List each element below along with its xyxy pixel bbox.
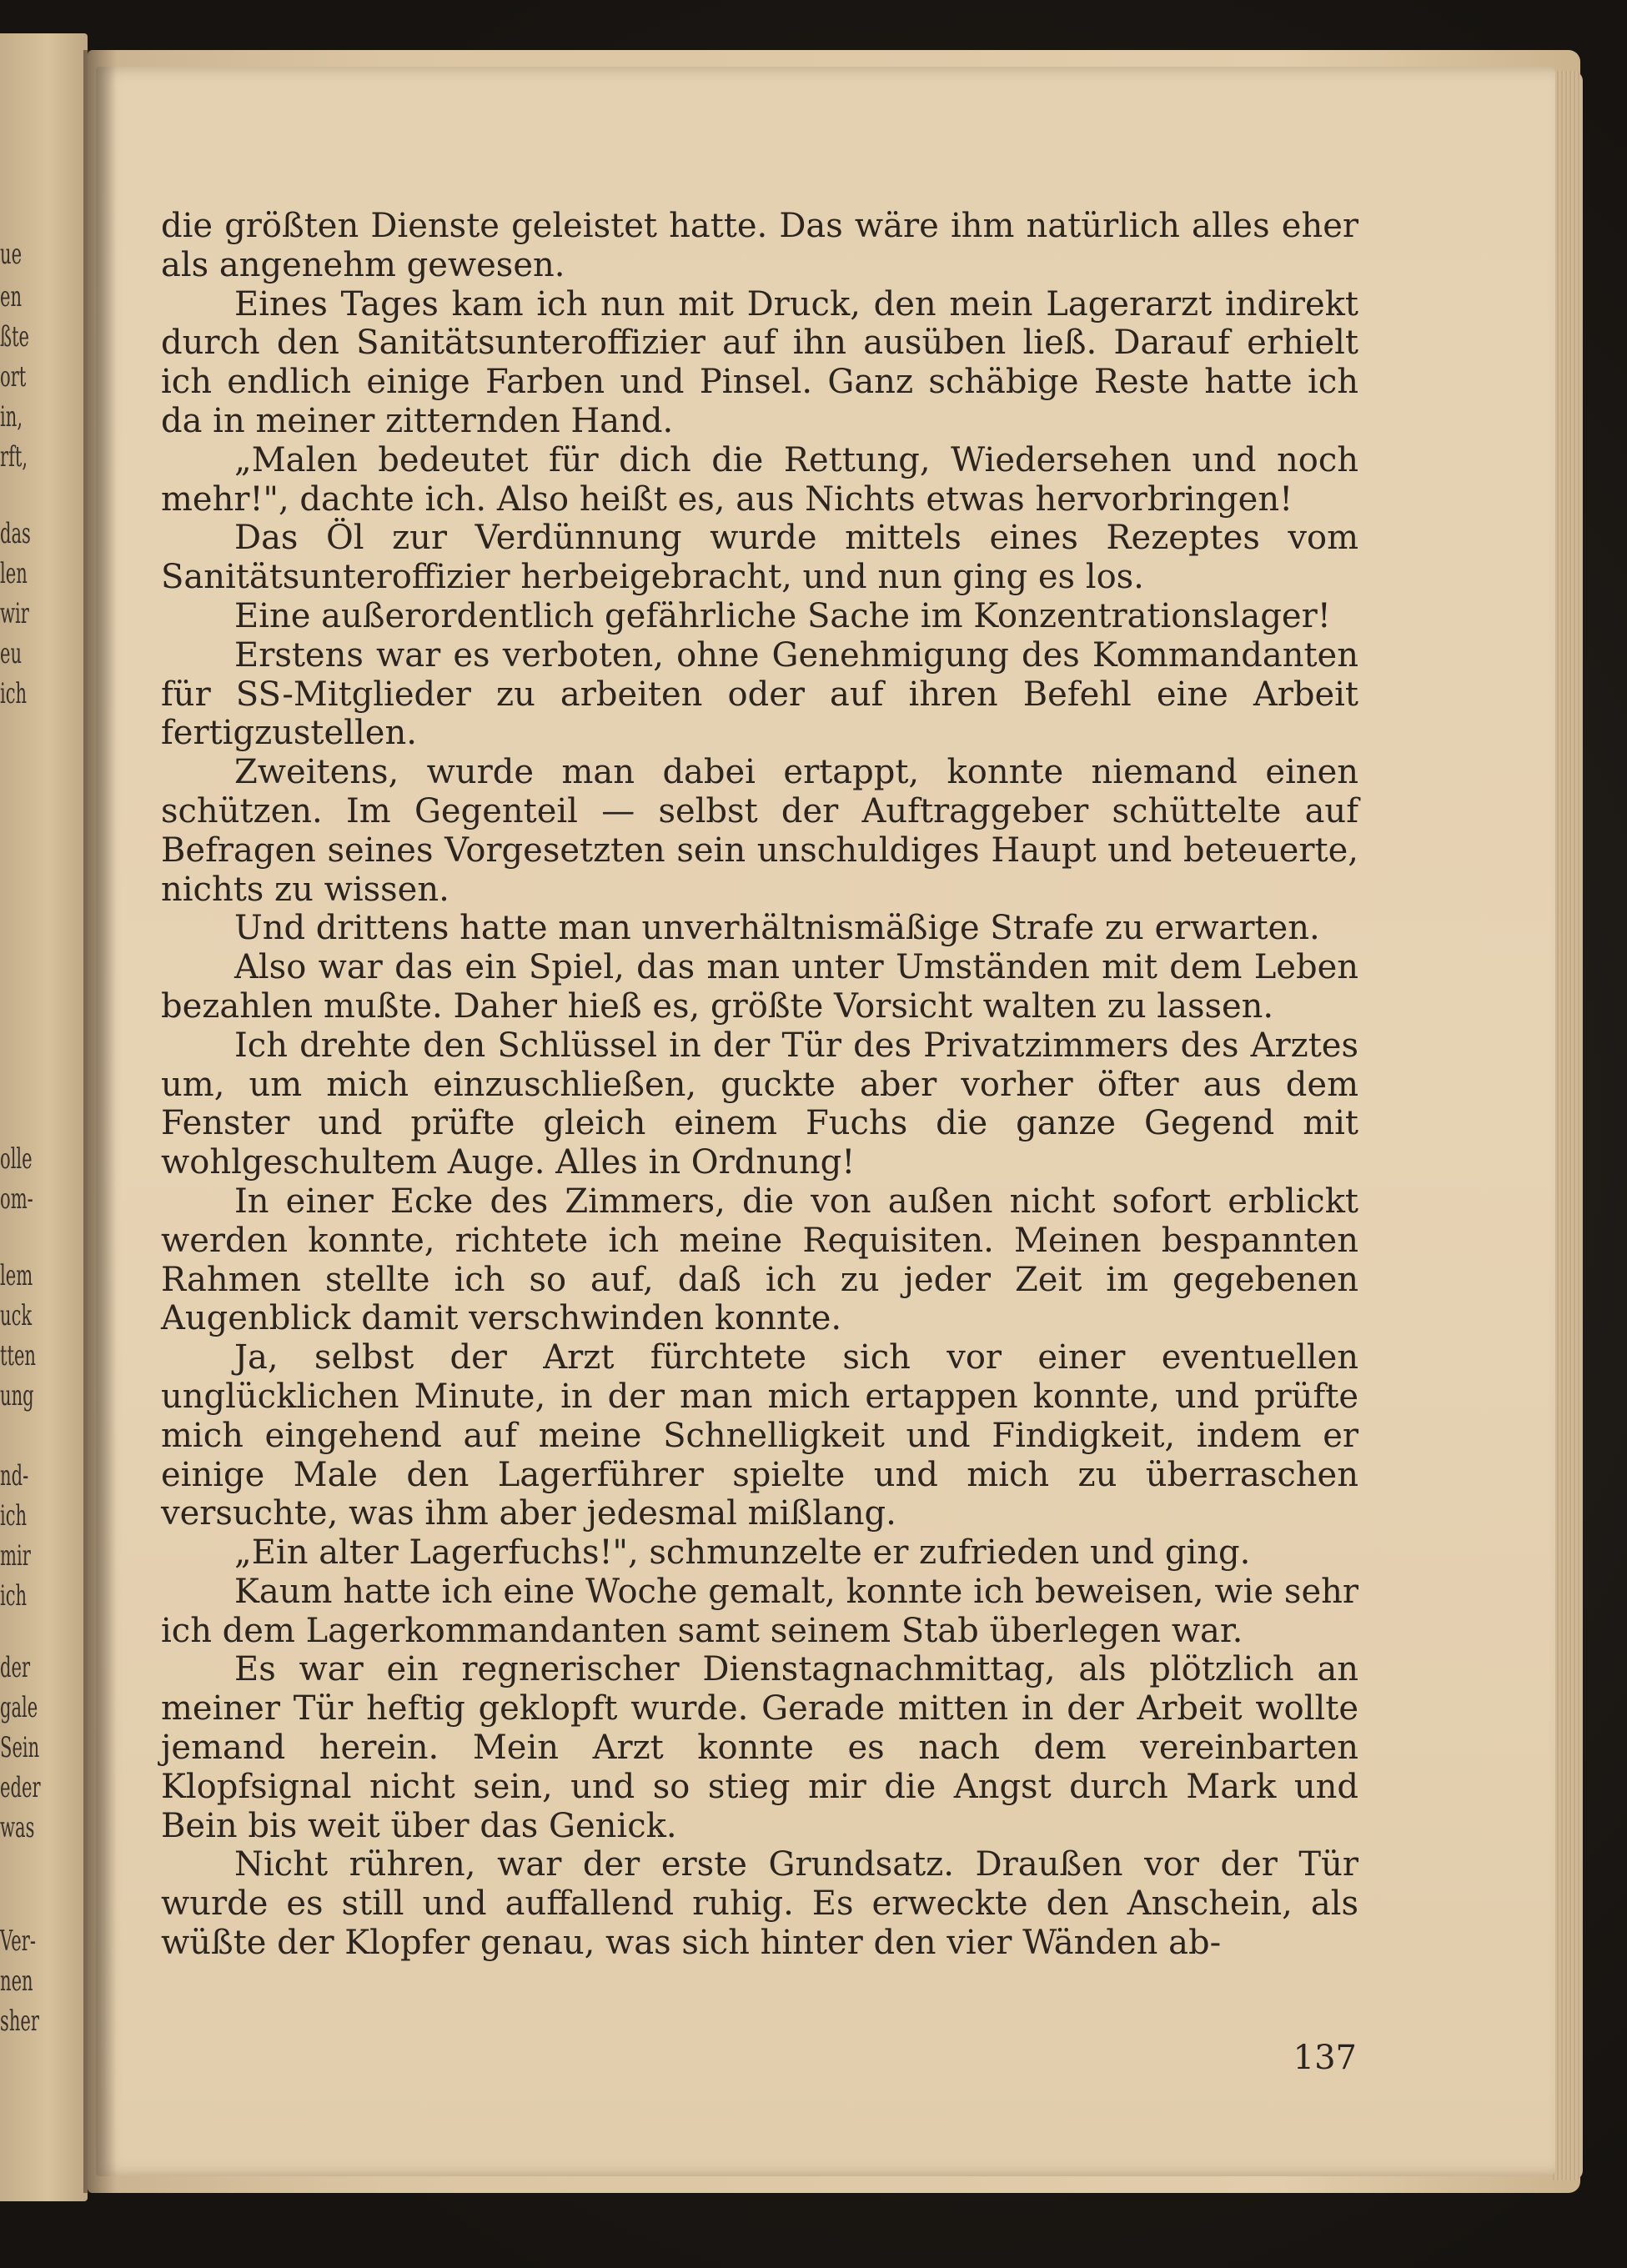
left-fragment: uck [0,1299,33,1332]
paragraph: Es war ein regnerischer Dienstagnachmittag, als plötzlich an meiner Tür heftig geklopft wurde. Gerade mitten in der Arbeit wollte jemand herein. Mein Arzt konnte es nach dem vereinbarten Klopfsignal nicht sein, und so stieg mir die Angst durch Mark und Bein bis weit über das Genick. [161,1650,1358,1845]
left-fragment: wir [0,597,29,630]
paragraph: Kaum hatte ich eine Woche gemalt, konnte ich beweisen, wie sehr ich dem Lagerkommandanten samt seinem Stab überlegen war. [161,1572,1358,1650]
left-fragment: ich [0,677,28,710]
left-fragment: eder [0,1771,41,1804]
left-page-text-fragments [0,33,83,2201]
left-fragment: eu [0,637,23,670]
paragraph: „Ein alter Lagerfuchs!", schmunzelte er zufrieden und ging. [234,1533,1251,1573]
paragraph: Nicht rühren, war der erste Grundsatz. Draußen vor der Tür wurde es still und auffallend ruhig. Es erweckte den Anschein, als wüßte der Klopfer genau, was sich hinter den vier Wänden ab- [161,1845,1358,1963]
paragraph: Erstens war es verboten, ohne Genehmigung des Kommandanten für SS-Mitglieder zu arbeiten oder auf ihren Befehl eine Arbeit fertigzustellen. [161,635,1358,753]
left-fragment: ung [0,1379,34,1412]
page-number: 137 [1293,2039,1357,2077]
paragraph: Das Öl zur Verdünnung wurde mittels eines Rezeptes vom Sanitätsunteroffizier herbeigebracht, und nun ging es los. [161,519,1358,597]
paragraph: Eine außerordentlich gefährliche Sache im Konzentrationslager! [234,596,1331,635]
left-fragment: Ver- [0,1924,36,1958]
left-facing-page [0,33,88,2201]
spine-shadow [83,50,117,2193]
paragraph: Also war das ein Spiel, das man unter Umständen mit dem Leben bezahlen mußte. Daher hieß es, größte Vorsicht walten zu lassen. [161,948,1358,1026]
left-fragment: das [0,517,31,550]
left-fragment: en [0,280,23,314]
left-fragment: nen [0,1964,33,1998]
left-fragment: ich [0,1579,28,1613]
left-fragment: ßte [0,320,30,354]
left-fragment: ich [0,1499,28,1533]
left-fragment: in, [0,400,23,434]
left-fragment: tten [0,1339,37,1372]
paragraph: „Malen bedeutet für dich die Rettung, Wiedersehen und noch mehr!", dachte ich. Also heißt es, aus Nichts etwas hervorbringen! [161,440,1358,519]
left-fragment: der [0,1651,31,1684]
left-fragment: nd- [0,1459,29,1493]
left-fragment: om- [0,1182,33,1216]
left-fragment: lem [0,1259,33,1292]
left-fragment: sher [0,2005,39,2038]
left-fragment: Sein [0,1731,40,1764]
page-edges [1551,71,1583,2180]
left-fragment: ue [0,238,23,271]
left-fragment: ort [0,360,27,394]
left-fragment: rft, [0,440,28,474]
left-fragment: olle [0,1142,33,1176]
left-fragment: gale [0,1691,38,1724]
left-fragment: was [0,1811,35,1844]
paragraph: In einer Ecke des Zimmers, die von außen nicht sofort erblickt werden konnte, richtete ich meine Requisiten. Meinen bespannten Rahmen stellte ich so auf, daß ich zu jeder Zeit im gegebenen Augenblick damit verschwinden konnte. [161,1182,1358,1338]
paragraph: Und drittens hatte man unverhältnismäßige Strafe zu erwarten. [234,909,1320,948]
paragraph: Ich drehte den Schlüssel in der Tür des Privatzimmers des Arztes um, um mich einzuschließen, guckte aber vorher öfter aus dem Fenster und prüfte gleich einem Fuchs die ganze Gegend mit wohlgeschultem Auge. Alles in Ordnung! [161,1026,1358,1182]
left-fragment: mir [0,1539,31,1573]
paragraph: Eines Tages kam ich nun mit Druck, den mein Lagerarzt indirekt durch den Sanitätsunteroffizier auf ihn ausüben ließ. Darauf erhielt ich endlich einige Farben und Pinsel. Ganz schäbige Reste hatte ich da in meiner zitternden Hand. [161,284,1358,440]
body-text [161,207,1358,1963]
left-fragment: len [0,557,28,590]
paragraph: die größten Dienste geleistet hatte. Das wäre ihm natürlich alles eher als angenehm gewesen. [161,207,1358,284]
paragraph: Ja, selbst der Arzt fürchtete sich vor einer eventuellen unglücklichen Minute, in der man mich ertappen konnte, und prüfte mich eingehend auf meine Schnelligkeit und Findigkeit, indem er einige Male den Lagerführer spielte und mich zu überraschen versuchte, was ihm aber jedesmal mißlang. [161,1338,1358,1533]
paragraph: Zweitens, wurde man dabei ertappt, konnte niemand einen schützen. Im Gegenteil — selbst der Auftraggeber schüttelte auf Befragen seines Vorgesetzten sein unschuldiges Haupt und beteuerte, nichts zu wissen. [161,753,1358,909]
